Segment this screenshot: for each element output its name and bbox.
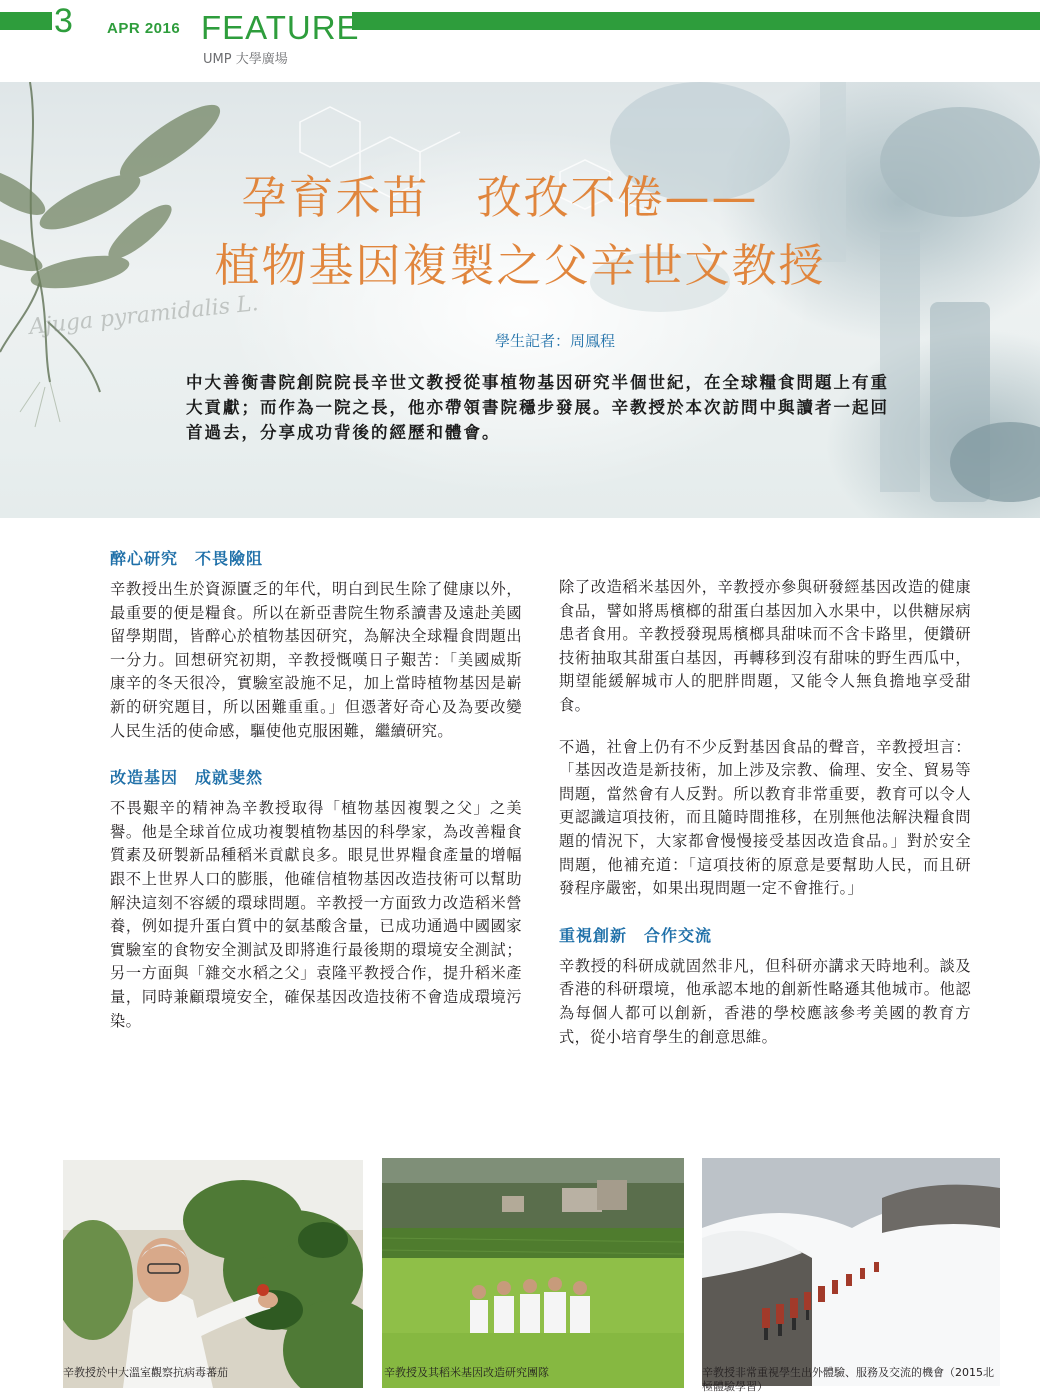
photo-greenhouse-tomato (63, 1160, 363, 1388)
hero-handwriting-text: Ajuga pyramidalis L. (28, 291, 260, 340)
issue-date: APR 2016 (107, 20, 181, 37)
photo-caption: 辛教授及其稻米基因改造研究團隊 (384, 1366, 549, 1379)
section-heading: 改造基因 成就斐然 (110, 768, 264, 788)
photo-arctic-hike (702, 1158, 1000, 1386)
article-column-left (110, 548, 522, 1033)
section-heading: 重視創新 合作交流 (559, 925, 713, 945)
headline-line-1: 孕育禾苗 孜孜不倦—— (241, 171, 759, 224)
standfirst: 中大善衡書院創院院長辛世文教授從事植物基因研究半個世紀，在全球糧食問題上有重大貢獻；而作為一院之長，他亦帶領書院穩步發展。辛教授於本次訪問中與讀者一起回首過去，分享成功背後的經歷和體會。 (186, 373, 889, 442)
paragraph: 不過，社會上仍有不少反對基因食品的聲音，辛教授坦言：「基因改造是新技術，加上涉及宗教、倫理、安全、貿易等問題，當然會有人反對。所以教育非常重要，教育可以令人更認識這項技術，而且隨時間推移，在別無他法解決糧食問題的情況下，大家都會慢慢接受基因改造食品。」對於安全問題，他補充道：「這項技術的原意是要幫助人民，而且研發程序嚴密，如果出現問題一定不會推行。」 (559, 737, 971, 898)
paragraph: 辛教授的科研成就固然非凡，但科研亦講求天時地利。談及香港的科研環境，他承認本地的創新性略遜其他城市。他認為每個人都可以創新，香港的學校應該參考美國的教育方式，從小培育學生的創意思維。 (559, 956, 971, 1046)
photo-caption: 辛教授於中大溫室觀察抗病毒蕃茄 (63, 1366, 228, 1379)
hero-illustration (0, 82, 1040, 518)
hero-banner (0, 82, 1040, 518)
article-column-right (559, 576, 971, 1049)
section-label: FEATURE (201, 10, 360, 42)
headline-line-2: 植物基因複製之父辛世文教授 (214, 239, 826, 292)
paragraph: 不畏艱辛的精神為辛教授取得「植物基因複製之父」之美譽。他是全球首位成功複製植物基因的科學家，為改善糧食質素及研製新品種稻米貢獻良多。眼見世界糧食產量的增幅跟不上世界人口的膨脹，他確信植物基因改造技術可以幫助解決這刻不容緩的環球問題。辛教授一方面致力改造稻米營養，例如提升蛋白質中的氨基酸含量，已成功通過中國國家實驗室的食物安全測試及即將進行最後期的環境安全測試；另一方面與「雜交水稻之父」袁隆平教授合作，提升稻米產量，同時兼顧環境安全，確保基因改造技術不會造成環境污染。 (110, 799, 522, 1030)
paragraph: 除了改造稻米基因外，辛教授亦參與研發經基因改造的健康食品，譬如將馬檳榔的甜蛋白基因加入水果中，以供糖尿病患者食用。辛教授發現馬檳榔具甜味而不含卡路里，便鑽研技術抽取其甜蛋白基因，再轉移到沒有甜味的野生西瓜中，期望能緩解城市人的肥胖問題，又能令人無負擔地享受甜食。 (559, 578, 971, 714)
paragraph: 辛教授出生於資源匱乏的年代，明白到民生除了健康以外，最重要的便是糧食。所以在新亞書院生物系讀書及遠赴美國留學期間，皆醉心於植物基因研究，為解決全球糧食問題出一分力。回想研究初期，辛教授慨嘆日子艱苦：「美國威斯康辛的冬天很冷，實驗室設施不足，加上當時植物基因是嶄新的研究題目，所以困難重重。」但憑著好奇心及為要改變人民生活的使命感，驅使他克服困難，繼續研究。 (110, 580, 522, 740)
header-green-bar-left (0, 12, 52, 30)
byline: 學生記者：周鳳程 (494, 332, 615, 350)
photo-caption: 辛教授非常重視學生出外體驗、服務及交流的機會（2015北極體驗學習） (702, 1366, 994, 1393)
photo-rice-research-team (382, 1158, 684, 1388)
header-green-bar-right (352, 12, 1040, 30)
section-heading: 醉心研究 不畏險阻 (110, 549, 264, 568)
page-number: 3 (54, 2, 73, 40)
publication-name: UMP 大學廣場 (203, 52, 288, 67)
